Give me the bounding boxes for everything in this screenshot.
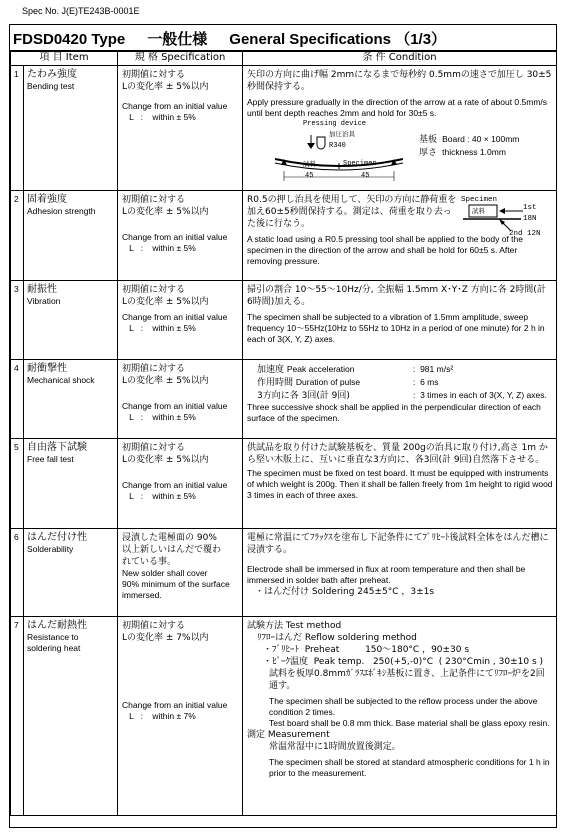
adhesion-diagram <box>461 195 553 239</box>
item-en: Mechanical shock <box>27 375 95 385</box>
row-condition <box>243 281 557 360</box>
pressing-jp: 加圧治具 <box>329 130 355 138</box>
table-row <box>11 529 557 617</box>
thickness-jp: 厚さ <box>419 148 438 158</box>
spec-jp1: 初期値に対する <box>122 621 186 631</box>
table-row <box>11 281 557 360</box>
spec-jp1: 初期値に対する <box>122 195 186 205</box>
cond-jp: 電極に常温にてﾌﾗｯｸｽを塗布し下記条件にてﾌﾟﾘﾋｰﾄ後試料全体をはんだ槽に浸漬する。 <box>247 533 549 555</box>
pressing-label: Pressing device <box>303 120 367 128</box>
spec-en1: Change from an initial value <box>122 480 228 490</box>
item-jp: 耐衝撃性 <box>27 363 67 374</box>
row-condition <box>243 66 557 191</box>
adhesion-specimen: Specimen <box>461 196 498 204</box>
header-condition: 条 件 Condition <box>243 52 557 66</box>
cond-en: A static load using a R0.5 pressing tool shall be applied to the body of the specimen in the direction of the arrow and shall be hold for 60±5 s. After removing pressure. <box>247 234 523 266</box>
row-condition <box>243 191 557 281</box>
dim-right: 45 <box>361 172 370 180</box>
cond-en2: Test board shall be 0.8 mm thick. Base material shall be glass epoxy resin. <box>269 718 550 728</box>
spec-en1: Change from an initial value <box>122 700 228 710</box>
item-en: Free fall test <box>27 454 74 464</box>
spec-en1: Change from an initial value <box>122 401 228 411</box>
row-condition <box>243 439 557 529</box>
row-item <box>24 529 118 617</box>
spec-en2: L : within ± 5% <box>122 491 196 501</box>
cond-en: Apply pressure gradually in the direction of the arrow at a rate of about 0.5mm/s until bent depth reaches 2mm and hold for 30±5 s. <box>247 97 548 118</box>
spec-number: Spec No. J(E)TE243B-0001E <box>22 6 140 16</box>
item-en: soldering heat <box>27 643 81 653</box>
table-row <box>11 66 557 191</box>
header-spec: 規 格 Specification <box>118 52 243 66</box>
row-number: 1 <box>11 66 24 191</box>
spec-jp1: 初期値に対する <box>122 70 186 80</box>
model-name: FDSD0420 Type <box>13 31 126 48</box>
spec-jp2: Lの変化率 ± 7%以内 <box>122 633 209 643</box>
cond-en: The specimen must be fixed on test board. It must be equipped with instruments of which weight is 200g. Then it shall be fallen freely from 1m height to rigid wood 3 times in each of three axes. <box>247 468 553 500</box>
item-en: Solderability <box>27 544 74 554</box>
solder-condition: ・はんだ付け Soldering 245±5°C ，3±1s <box>255 587 435 597</box>
reflow-method: ﾘﾌﾛｰはんだ Reflow soldering method <box>257 633 417 643</box>
shock-param: 作用時間 Duration of pulse : 6 ms <box>257 377 439 388</box>
spec-en2: L : within ± 5% <box>122 412 196 422</box>
adhesion-specimen-jp: 試料 <box>472 207 485 215</box>
cond-jp: 掃引の割合 10～55～10Hz/分, 全振幅 1.5mm X･Y･Z 方向に各 2時間(計 6時間)加える。 <box>247 285 546 307</box>
board-jp: 試料を板厚0.8mmｶﾞﾗｽｴﾎﾟｷｼ基板に置き、上記条件にてﾘﾌﾛｰ炉を2回通す。 <box>269 669 545 691</box>
page-title <box>10 25 556 51</box>
cond-en1: The specimen shall be subjected to the reflow process under the above condition 2 times. <box>269 696 538 717</box>
spec-en1: Change from an initial value <box>122 312 228 322</box>
item-jp: はんだ耐熱性 <box>27 620 87 631</box>
item-en: Adhesion strength <box>27 206 96 216</box>
row-item <box>24 360 118 439</box>
test-method: 試験方法 Test method <box>247 621 342 631</box>
item-jp: たわみ強度 <box>27 69 77 80</box>
cond-jp: R0.5の押し治具を使用して、矢印の方向に静荷重を加え60±5秒間保持する。測定は、荷重を取り去った後に行なう。 <box>247 195 457 229</box>
item-jp: 耐振性 <box>27 284 57 295</box>
spec-en2: L : within ± 5% <box>122 243 196 253</box>
row-number: 6 <box>11 529 24 617</box>
cond-en: The specimen shall be subjected to a vibration of 1.5mm amplitude, sweep frequency 10～55Hz(10Hz to 55Hz to 10Hz in a period of one minute) for 2 h in each of 3(X, Y, Z) axes. <box>247 312 545 344</box>
spec-jp2: Lの変化率 ± 5%以内 <box>122 376 209 386</box>
specimen-label: Specimen <box>343 160 377 168</box>
spec-jp2: Lの変化率 ± 5%以内 <box>122 297 209 307</box>
title-jp: 一般仕様 <box>147 30 208 48</box>
measurement: 測定 Measurement <box>247 730 330 740</box>
item-jp: 固着強度 <box>27 194 67 205</box>
table-row <box>11 617 557 816</box>
title-en: General Specifications <box>229 31 392 48</box>
row-condition <box>243 617 557 816</box>
shock-params <box>247 363 553 402</box>
table-row <box>11 360 557 439</box>
spec-table <box>10 51 557 816</box>
spec-en1: Change from an initial value <box>122 101 228 111</box>
row-spec <box>118 439 243 529</box>
row-number: 7 <box>11 617 24 816</box>
measure-en: The specimen shall be stored at standard atmospheric conditions for 1 h in prior to the measurement. <box>269 757 550 778</box>
shock-param: 加速度 Peak acceleration : 981 m/s² <box>257 364 454 375</box>
row-condition <box>243 360 557 439</box>
spec-jp2: Lの変化率 ± 5%以内 <box>122 82 209 92</box>
cond-jp: 供試品を取り付けた試験基板を、質量 200gの治具に取り付け,高さ 1m から堅い木版上に、互いに垂直な3方向に、各3回(計 9回)自然落下させる。 <box>247 443 548 465</box>
row-item <box>24 617 118 816</box>
row-number: 3 <box>11 281 24 360</box>
second-load: 2nd 12N <box>509 230 541 238</box>
board-jp: 基板 <box>419 135 438 145</box>
board-info <box>419 133 519 159</box>
row-spec <box>118 360 243 439</box>
dim-left: 45 <box>305 172 314 180</box>
spec-jp: 浸漬した電極面の 90% 以上新しいはんだで覆わ れている事。 <box>122 533 222 567</box>
cond-en: Three successive shock shall be applied in the perpendicular direction of each surface of the specimen. <box>247 402 541 423</box>
spec-en: New solder shall cover 90% minimum of the surface immersed. <box>122 568 230 600</box>
specimen-jp: 試料 <box>303 160 316 168</box>
first-load: 1st 18N <box>523 204 537 223</box>
row-item <box>24 191 118 281</box>
item-en: Bending test <box>27 81 75 91</box>
bending-diagram <box>247 119 553 183</box>
preheat: ・ﾌﾟﾘﾋｰﾄ Preheat 150～180°C ，90±30 s <box>263 645 470 655</box>
spec-en1: Change from an initial value <box>122 232 228 242</box>
row-condition <box>243 529 557 617</box>
cond-en: Electrode shall be immersed in flux at room temperature and then shall be immersed in solder bath after preheat. <box>247 564 526 585</box>
row-item <box>24 281 118 360</box>
spec-jp1: 初期値に対する <box>122 443 186 453</box>
spec-jp1: 初期値に対する <box>122 364 186 374</box>
item-jp: 自由落下試験 <box>27 442 87 453</box>
peak-temp: ・ﾋﾟｰｸ温度 Peak temp. 250(+5,-0)°C ( 230°Cmin , 30±10 s ) <box>263 657 544 667</box>
shock-param: 3方向に各 3回(計 9回) : 3 times in each of 3(X, Y, Z) axes. <box>257 390 547 401</box>
spec-en2: L : within ± 7% <box>122 711 196 721</box>
row-spec <box>118 529 243 617</box>
item-en: Vibration <box>27 296 61 306</box>
measure-jp: 常温常湿中に1時間放置後測定。 <box>269 742 401 752</box>
spec-jp2: Lの変化率 ± 5%以内 <box>122 455 209 465</box>
item-jp: はんだ付け性 <box>27 532 87 543</box>
thickness-en: thickness 1.0mm <box>442 147 506 157</box>
row-number: 4 <box>11 360 24 439</box>
spec-jp2: Lの変化率 ± 5%以内 <box>122 207 209 217</box>
row-spec <box>118 281 243 360</box>
board-en: Board : 40 × 100mm <box>442 134 520 144</box>
row-item <box>24 66 118 191</box>
page-indicator: （1/3） <box>395 31 447 48</box>
cond-jp: 矢印の方向に曲げ幅 2mmになるまで毎秒約 0.5mmの速さで加圧し 30±5秒間保持する。 <box>247 70 552 92</box>
row-spec <box>118 617 243 816</box>
radius-label: R340 <box>329 142 346 150</box>
item-en: Resistance to <box>27 632 79 642</box>
row-number: 2 <box>11 191 24 281</box>
row-spec <box>118 191 243 281</box>
row-spec <box>118 66 243 191</box>
spec-jp1: 初期値に対する <box>122 285 186 295</box>
spec-en2: L : within ± 5% <box>122 323 196 333</box>
row-number: 5 <box>11 439 24 529</box>
table-header <box>11 52 557 66</box>
spec-en2: L : within ± 5% <box>122 112 196 122</box>
spec-frame <box>9 24 557 828</box>
row-item <box>24 439 118 529</box>
table-row <box>11 439 557 529</box>
table-row <box>11 191 557 281</box>
header-item: 項 目 Item <box>11 52 118 66</box>
